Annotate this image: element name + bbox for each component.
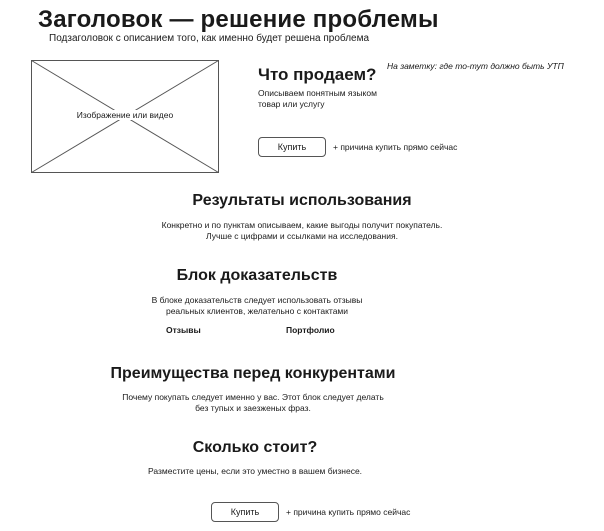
- results-line-1: Конкретно и по пунктам описываем, какие выгоды получит покупатель.: [161, 220, 443, 230]
- pricing-heading: Сколько стоит?: [192, 439, 318, 456]
- advantages-description: [0, 392, 555, 414]
- advantages-line-1: Почему покупать следует именно у вас. Этот блок следует делать: [122, 392, 384, 402]
- advantages-line-2: без тупых и заезженых фраз.: [195, 403, 311, 413]
- pricing-description: Разместите цены, если это уместно в вашем бизнесе.: [147, 466, 363, 476]
- product-description: Описываем понятным языком товар или услугу: [258, 88, 377, 109]
- reviews-link[interactable]: Отзывы: [166, 325, 201, 335]
- media-placeholder-label: Изображение или видео: [76, 110, 174, 120]
- page-title: Заголовок — решение проблемы: [38, 6, 439, 33]
- advantages-heading: Преимущества перед конкурентами: [110, 365, 396, 382]
- results-line-2: Лучше с цифрами и ссылками на исследования.: [206, 231, 398, 241]
- buy-reason-top: + причина купить прямо сейчас: [333, 142, 458, 152]
- product-heading: Что продаем?: [258, 65, 377, 84]
- results-heading: Результаты использования: [192, 192, 412, 209]
- portfolio-link[interactable]: Портфолио: [286, 325, 335, 335]
- buy-reason-bottom: + причина купить прямо сейчас: [286, 507, 411, 517]
- page-subtitle: Подзаголовок с описанием того, как именно будет решена проблема: [49, 33, 370, 44]
- proof-line-2: реальных клиентов, желательно с контактами: [165, 306, 349, 316]
- buy-button-bottom[interactable]: Купить: [211, 502, 279, 522]
- proof-line-1: В блоке доказательств следует использовать отзывы: [151, 295, 363, 305]
- usp-note: На заметку: где то-тут должно быть УТП: [387, 61, 564, 71]
- buy-button-top[interactable]: Купить: [258, 137, 326, 157]
- results-description: [0, 220, 604, 242]
- proof-heading: Блок доказательств: [176, 267, 338, 284]
- proof-description: [0, 295, 559, 317]
